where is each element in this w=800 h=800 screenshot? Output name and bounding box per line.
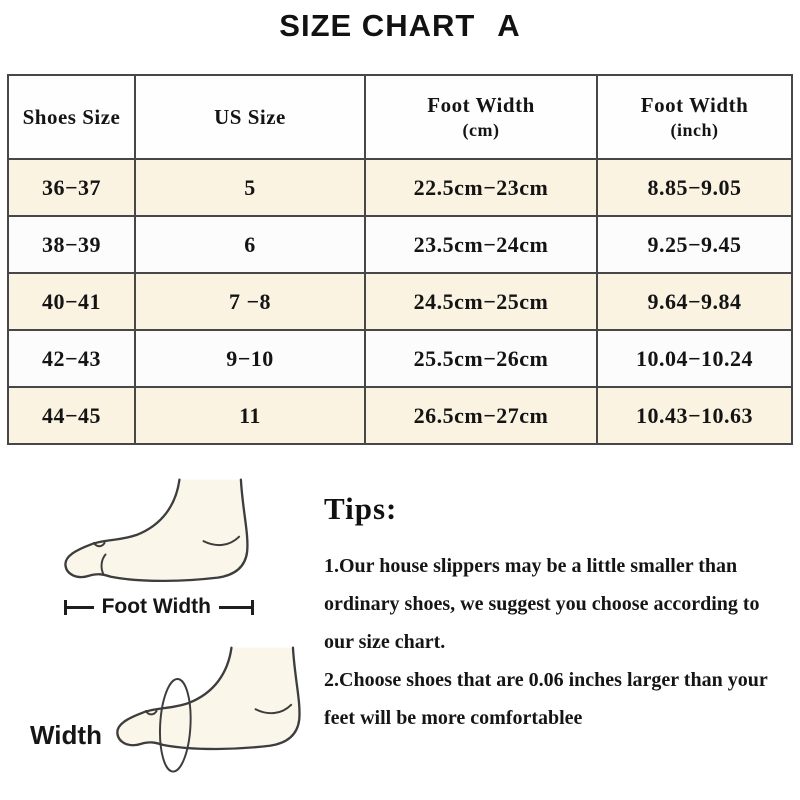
title-variant: A	[497, 8, 521, 43]
page-title	[0, 0, 800, 44]
tip-item-2: 2.Choose shoes that are 0.06 inches larger than your feet will be more comfortablee	[324, 669, 768, 729]
cell-us-size: 6	[135, 216, 365, 273]
cell-foot-width-cm: 23.5cm−24cm	[365, 216, 597, 273]
measure-tick-right	[251, 600, 254, 615]
measure-segment	[219, 606, 251, 609]
tips-heading: Tips:	[324, 491, 398, 526]
cell-shoes-size: 44−45	[8, 387, 135, 444]
cell-foot-width-cm: 25.5cm−26cm	[365, 330, 597, 387]
tips-section	[310, 451, 800, 796]
tips-body	[324, 547, 790, 737]
col-header-us-size: US Size	[135, 75, 365, 159]
table-header-row	[8, 75, 792, 159]
cell-shoes-size: 40−41	[8, 273, 135, 330]
measure-segment	[67, 606, 94, 609]
foot-girth-diagram	[30, 645, 310, 777]
tip-item-1: 1.Our house slippers may be a little smaller than ordinary shoes, we suggest you choose according to our size chart.	[324, 555, 760, 653]
table-row	[8, 216, 792, 273]
width-label: Width	[30, 719, 102, 750]
foot-width-label: Foot Width	[101, 595, 211, 618]
cell-shoes-size: 38−39	[8, 216, 135, 273]
cell-foot-width-cm: 22.5cm−23cm	[365, 159, 597, 216]
col-header-foot-width-cm: Foot Width (cm)	[365, 75, 597, 159]
cell-shoes-size: 42−43	[8, 330, 135, 387]
foot-diagrams-column	[0, 451, 310, 796]
foot-width-measure-line	[64, 595, 254, 619]
foot-side-view-with-ellipse-illustration	[104, 645, 309, 777]
foot-side-view-illustration	[52, 477, 257, 591]
cell-us-size: 11	[135, 387, 365, 444]
table-row	[8, 273, 792, 330]
cell-foot-width-cm: 24.5cm−25cm	[365, 273, 597, 330]
table-row	[8, 159, 792, 216]
cell-foot-width-inch: 9.25−9.45	[597, 216, 792, 273]
cell-foot-width-inch: 10.43−10.63	[597, 387, 792, 444]
cell-foot-width-inch: 8.85−9.05	[597, 159, 792, 216]
col-header-shoes-size: Shoes Size	[8, 75, 135, 159]
table-row	[8, 387, 792, 444]
cell-foot-width-cm: 26.5cm−27cm	[365, 387, 597, 444]
size-table	[7, 74, 793, 445]
cell-us-size: 9−10	[135, 330, 365, 387]
col-header-foot-width-inch: Foot Width (inch)	[597, 75, 792, 159]
cell-shoes-size: 36−37	[8, 159, 135, 216]
table-row	[8, 330, 792, 387]
title-main: SIZE CHART	[279, 8, 476, 43]
bottom-section	[0, 451, 800, 796]
cell-foot-width-inch: 9.64−9.84	[597, 273, 792, 330]
cell-us-size: 7 −8	[135, 273, 365, 330]
cell-foot-width-inch: 10.04−10.24	[597, 330, 792, 387]
cell-us-size: 5	[135, 159, 365, 216]
